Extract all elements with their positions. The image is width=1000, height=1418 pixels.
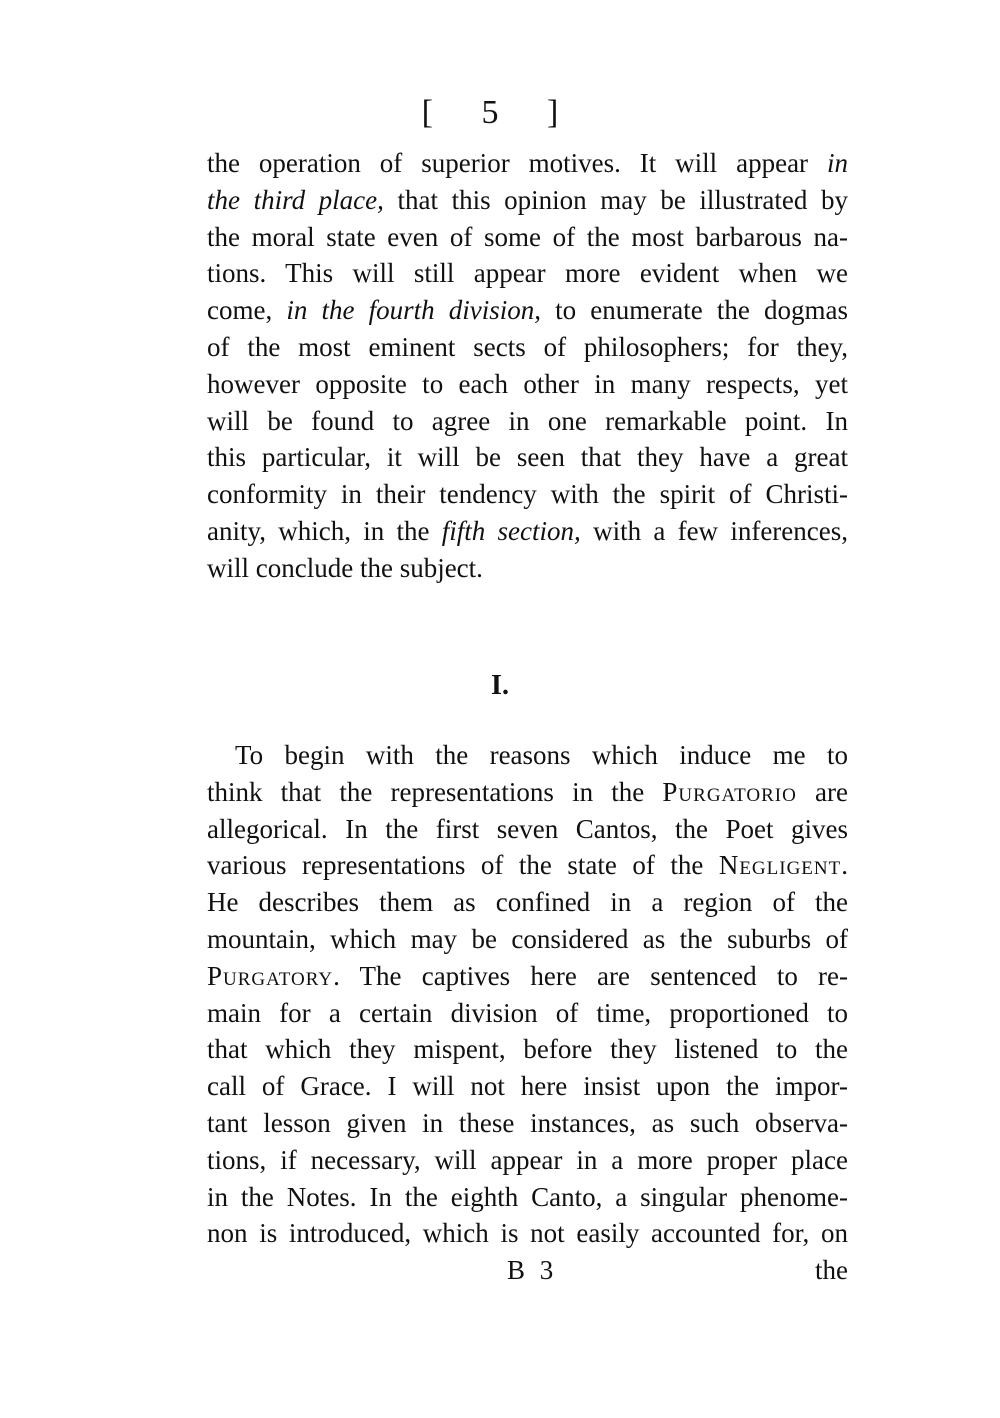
text-line: conformity in their tendency with the spirit of Christi- xyxy=(207,479,848,510)
text-line: come, in the fourth division, to enumerate the dogmas xyxy=(207,295,848,326)
text-line: will conclude the subject. xyxy=(207,552,483,583)
text-line: the moral state even of some of the most barbarous na- xyxy=(207,221,848,252)
text-line: main for a certain division of time, proportioned to xyxy=(207,997,848,1028)
text-line: of the most eminent sects of philosophers; for they, xyxy=(207,331,848,362)
text-line: various representations of the state of the Negligent. xyxy=(207,850,848,881)
section-heading: I. xyxy=(491,670,509,701)
signature-mark: B 3 xyxy=(507,1255,558,1285)
text-line: To begin with the reasons which induce me to xyxy=(235,740,848,770)
text-line: the operation of superior motives. It will appear in xyxy=(207,148,848,178)
text-line: mountain, which may be considered as the suburbs of xyxy=(207,923,848,954)
catchword: the xyxy=(815,1255,848,1285)
text-line: that which they mispent, before they listened to the xyxy=(207,1034,848,1065)
text-line: will be found to agree in one remarkable point. In xyxy=(207,405,848,436)
text-line: allegorical. In the first seven Cantos, the Poet gives xyxy=(207,813,848,844)
text-line: Purgatory. The captives here are sentenced to re- xyxy=(207,960,848,991)
text-line: in the Notes. In the eighth Canto, a singular phenome- xyxy=(207,1181,848,1212)
text-line: call of Grace. I will not here insist upon the impor- xyxy=(207,1071,848,1102)
text-line: He describes them as confined in a region of the xyxy=(207,887,848,918)
text-line: tant lesson given in these instances, as such observa- xyxy=(207,1107,848,1138)
text-line: non is introduced, which is not easily accounted for, on xyxy=(207,1218,848,1249)
text-line: however opposite to each other in many respects, yet xyxy=(207,368,848,399)
text-line: think that the representations in the Purgatorio are xyxy=(207,776,848,807)
text-line: tions, if necessary, will appear in a more proper place xyxy=(207,1144,848,1175)
text-line: this particular, it will be seen that they have a great xyxy=(207,442,848,473)
text-line: the third place, that this opinion may be illustrated by xyxy=(207,184,848,215)
text-line: tions. This will still appear more evident when we xyxy=(207,258,848,289)
paragraph-section-one xyxy=(207,737,848,1252)
paragraph-intro xyxy=(207,145,848,587)
text-line: anity, which, in the fifth section, with a few inferences, xyxy=(207,515,849,546)
page-number-header: [ 5 ] xyxy=(421,94,579,131)
